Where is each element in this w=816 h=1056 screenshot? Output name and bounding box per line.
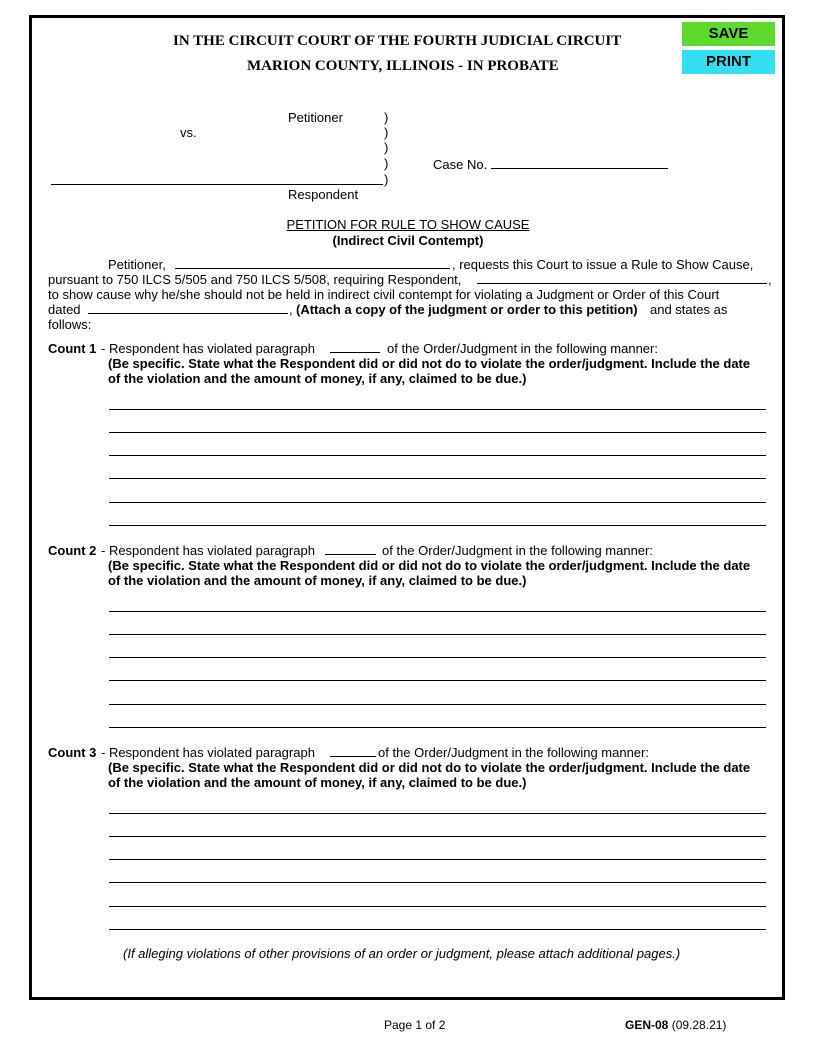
count-1-instruction-2: of the violation and the amount of money, if any, claimed to be due.) [108, 371, 527, 386]
paren-5: ) [384, 172, 389, 187]
paren-3: ) [384, 140, 389, 155]
additional-pages-note: (If alleging violations of other provisions of an order or judgment, please attach additional pages.) [123, 946, 681, 961]
count-1-instruction-1: (Be specific. State what the Respondent did or did not do to violate the order/judgment. Include the date [108, 356, 751, 371]
count-3-manner: of the Order/Judgment in the following manner: [378, 745, 649, 760]
count-1-label: Count 1 [48, 341, 97, 356]
count-1-line[interactable] [109, 455, 766, 456]
intro-follows: follows: [48, 317, 92, 332]
intro-dated: dated [48, 302, 81, 317]
count-2-label: Count 2 [48, 543, 97, 558]
paren-4: ) [384, 156, 389, 171]
respondent-name-field[interactable] [51, 184, 383, 185]
petition-subtitle: (Indirect Civil Contempt) [332, 233, 484, 248]
intro-comma: , [768, 272, 772, 287]
count-2-instruction-1: (Be specific. State what the Respondent did or did not do to violate the order/judgment. Include the date [108, 558, 751, 573]
form-id [625, 1018, 726, 1032]
paren-2: ) [384, 125, 389, 140]
count-2-line[interactable] [109, 634, 766, 635]
count-3-line[interactable] [109, 836, 766, 837]
vs-label: vs. [180, 125, 197, 140]
count-2-line[interactable] [109, 611, 766, 612]
form-id-date: (09.28.21) [671, 1018, 727, 1032]
case-no-label: Case No. [433, 157, 488, 172]
count-2-line[interactable] [109, 657, 766, 658]
intro-show-cause: to show cause why he/she should not be held in indirect civil contempt for violating a Judgment or Order of this Court [48, 287, 720, 302]
count-3-line[interactable] [109, 906, 766, 907]
form-id-code: GEN-08 [625, 1018, 669, 1032]
court-title: IN THE CIRCUIT COURT OF THE FOURTH JUDICIAL CIRCUIT [173, 33, 622, 49]
petitioner-field[interactable] [175, 268, 450, 269]
count-3-instruction-1: (Be specific. State what the Respondent did or did not do to violate the order/judgment. Include the date [108, 760, 751, 775]
count-1-line[interactable] [109, 525, 766, 526]
intro-pursuant: pursuant to 750 ILCS 5/505 and 750 ILCS 5/508, requiring Respondent, [48, 272, 462, 287]
intro-petitioner: Petitioner, [108, 257, 166, 272]
count-2-line[interactable] [109, 680, 766, 681]
count-1-line[interactable] [109, 478, 766, 479]
form-border [29, 15, 785, 1000]
paren-1: ) [384, 110, 389, 125]
count-3-line[interactable] [109, 929, 766, 930]
count-1-line[interactable] [109, 502, 766, 503]
count-1-line[interactable] [109, 409, 766, 410]
count-2-line[interactable] [109, 704, 766, 705]
count-1-paragraph-field[interactable] [330, 352, 380, 353]
count-2-text: - Respondent has violated paragraph [101, 543, 315, 558]
count-3-line[interactable] [109, 859, 766, 860]
petitioner-label: Petitioner [288, 110, 343, 125]
count-3-text: - Respondent has violated paragraph [101, 745, 315, 760]
print-button[interactable]: PRINT [682, 50, 775, 74]
petition-title: PETITION FOR RULE TO SHOW CAUSE [286, 217, 530, 232]
count-1-text: - Respondent has violated paragraph [101, 341, 315, 356]
intro-request: , requests this Court to issue a Rule to Show Cause, [452, 257, 754, 272]
count-1-line[interactable] [109, 432, 766, 433]
count-1-manner: of the Order/Judgment in the following manner: [387, 341, 658, 356]
case-no-field[interactable] [491, 168, 668, 169]
save-button[interactable]: SAVE [682, 22, 775, 46]
count-2-line[interactable] [109, 727, 766, 728]
intro-dated-comma: , [289, 302, 293, 317]
page-number: Page 1 of 2 [384, 1018, 446, 1032]
dated-field[interactable] [88, 313, 288, 314]
intro-attach-note: (Attach a copy of the judgment or order to this petition) [296, 302, 638, 317]
count-2-instruction-2: of the violation and the amount of money, if any, claimed to be due.) [108, 573, 527, 588]
intro-states: and states as [650, 302, 728, 317]
count-2-manner: of the Order/Judgment in the following manner: [382, 543, 653, 558]
count-3-instruction-2: of the violation and the amount of money, if any, claimed to be due.) [108, 775, 527, 790]
respondent-label: Respondent [288, 187, 359, 202]
respondent-field[interactable] [477, 283, 767, 284]
count-3-line[interactable] [109, 813, 766, 814]
court-subtitle: MARION COUNTY, ILLINOIS - IN PROBATE [247, 58, 559, 74]
count-3-paragraph-field[interactable] [330, 756, 376, 757]
count-2-paragraph-field[interactable] [325, 554, 376, 555]
count-3-label: Count 3 [48, 745, 97, 760]
count-3-line[interactable] [109, 882, 766, 883]
